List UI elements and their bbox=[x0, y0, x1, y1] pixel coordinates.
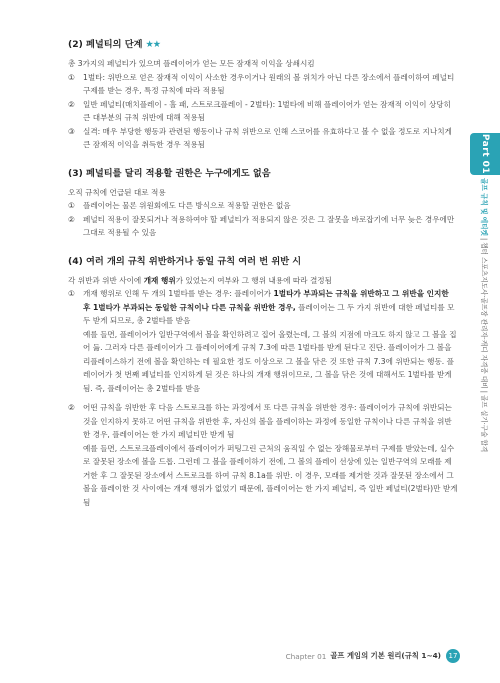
item-number: ① bbox=[68, 201, 75, 210]
item-text bbox=[83, 287, 458, 328]
footer-chapter: Chapter 01 bbox=[285, 651, 327, 661]
section-2-heading bbox=[68, 38, 458, 51]
item-bold-text: 1벌타가 부과되는 규칙을 위반하고 그 위반을 인지한 후 1벌타가 부과되는 동일한 규칙이나 다른 규칙을 위반한 경우, bbox=[83, 289, 449, 312]
side-header-rest: | 챕터 스포츠지도사·골프장 관리자·캐디 자격증 대비 | 골프 실기·구술 합격 bbox=[480, 235, 488, 453]
page-footer bbox=[250, 648, 460, 664]
intro-bold-text: 개재 행위 bbox=[143, 275, 176, 285]
section-2-item-3 bbox=[68, 125, 458, 152]
item-text: 플레이어는 물론 위원회에도 다른 방식으로 적용할 권한은 없음 bbox=[83, 201, 291, 210]
item-example: 예를 들면, 플레이어가 일반구역에서 볼을 확인하려고 집어 올렸는데, 그 볼의 지점에 마크도 하지 않고 그 볼을 집어 듦. 그러자 다른 플레이어가 그 플레이어에게 규칙 7.3에 따른 1벌타를 받게 된다고 진단. 플레이어가 그 볼을 리플레이스하기 전에 볼을 확인하는 데 필요한 정도 이상으로 그 볼을 닦은 것 또한 규칙 7.3에 위반되는 행동. 플레이어가 첫 번째 페널티를 인지하게 된 것은 하나의 개재 행위이므로, 그 볼을 닦은 것에 대해서도 1벌타를 받게 됨. 즉, 플레이어는 총 2벌타를 받음 bbox=[83, 329, 457, 393]
item-number: ③ bbox=[68, 126, 75, 136]
item-number: ① bbox=[68, 289, 75, 298]
item-text: 1벌타: 위반으로 얻은 잠재적 이익이 사소한 경우이거나 원래의 볼 위치가 아닌 다른 장소에서 플레이하여 페널티 구제를 받는 경우, 특정 규칙에 따라 적용됨 bbox=[83, 72, 455, 95]
intro-text-end: 가 있었는지 여부와 그 행위 내용에 따라 결정됨 bbox=[175, 275, 332, 285]
importance-stars: ★★ bbox=[145, 39, 160, 50]
item-number: ② bbox=[68, 99, 75, 109]
section-3-item-1 bbox=[68, 199, 458, 213]
main-content bbox=[68, 38, 458, 509]
section-2-item-2 bbox=[68, 98, 458, 125]
item-number: ① bbox=[68, 72, 75, 82]
side-running-header-text bbox=[478, 178, 490, 453]
section-4-intro bbox=[68, 274, 458, 288]
side-running-header bbox=[478, 178, 490, 453]
item-text-end: 플레이어는 그 두 가지 위반에 대한 페널티를 모두 받게 되므로, 총 2벌타를 받음 bbox=[83, 302, 455, 325]
section-3-item-2 bbox=[68, 213, 458, 240]
section-3-intro: 오직 규칙에 언급된 대로 적용 bbox=[68, 187, 166, 197]
section-2-intro: 총 3가지의 페널티가 있으며 플레이어가 얻는 모든 잠재적 이익을 상쇄시킴 bbox=[68, 59, 315, 68]
section-4-item-1 bbox=[68, 287, 458, 395]
item-text: 페널티 적용이 잘못되거나 적용하여야 할 페널티가 적용되지 않은 것은 그 잘못을 바로잡기에 너무 늦은 경우에만 그대로 적용될 수 있음 bbox=[83, 214, 455, 237]
item-number: ② bbox=[68, 214, 75, 224]
side-header-accent: 골프 규칙 및 에티켓 bbox=[480, 178, 488, 236]
part-tab bbox=[470, 133, 500, 175]
section-3-heading: (3) 페널티를 달리 적용할 권한은 누구에게도 없음 bbox=[68, 167, 271, 179]
section-2-heading-text: (2) 페널티의 단계 bbox=[68, 39, 143, 50]
item-text-start: 개재 행위로 인해 두 개의 1벌타를 받는 경우: 플레이어가 bbox=[83, 289, 274, 298]
section-4-heading: (4) 여러 개의 규칙 위반하거나 동일 규칙 여러 번 위반 시 bbox=[68, 255, 302, 267]
part-tab-label: Part 01 bbox=[480, 133, 490, 175]
intro-text: 각 위반과 위반 사이에 bbox=[68, 275, 144, 285]
item-text: 어떤 규칙을 위반한 후 다음 스트로크를 하는 과정에서 또 다른 규칙을 위반한 경우: 플레이어가 규칙에 위반되는 것을 인지하지 못하고 어떤 규칙을 위반한 후, 자신의 볼을 플레이하는 과정에 동일한 규칙이나 다른 규칙을 위반한 경우, 플레이어는 한 가지 페널티만 받게 됨 bbox=[83, 403, 452, 439]
item-text: 실격: 매우 부당한 행동과 관련된 행동이나 규칙 위반으로 인해 스코어를 유효하다고 볼 수 없을 정도로 지나치게 큰 잠재적 이익을 취득한 경우 적용됨 bbox=[83, 126, 452, 149]
page-number: 17 bbox=[446, 649, 460, 663]
item-text: 일반 페널티(매치플레이 - 홀 패, 스트로크플레이 - 2벌타): 1벌타에 비해 플레이어가 얻는 잠재적 이익이 상당히 큰 대부분의 규칙 위반에 대해 적용됨 bbox=[83, 99, 451, 122]
item-number: ② bbox=[68, 403, 75, 412]
item-example: 예를 들면, 스트로크플레이에서 플레이어가 퍼팅그린 근처의 움직일 수 없는 장해물로부터 구제를 받았는데, 실수로 잘못된 장소에 볼을 드롭. 그런데 그 볼을 플레이하기 전에, 그 볼의 플레이 선상에 있는 일반구역의 모래를 제거한 후 그 잘못된 장소에서 스트로크를 하여 규칙 8.1a를 위반. 이 경우, 모래를 제거한 것과 잘못된 장소에서 그 볼을 플레이한 것 사이에는 개재 행위가 없었기 때문에, 플레이어는 한 가지 페널티, 즉 일반 페널티(2벌타)만 받게 됨 bbox=[83, 443, 458, 507]
footer-title: 골프 게임의 기본 원리(규칙 1~4) bbox=[330, 651, 441, 660]
section-2-item-1 bbox=[68, 71, 458, 98]
section-4-item-2 bbox=[68, 401, 458, 509]
